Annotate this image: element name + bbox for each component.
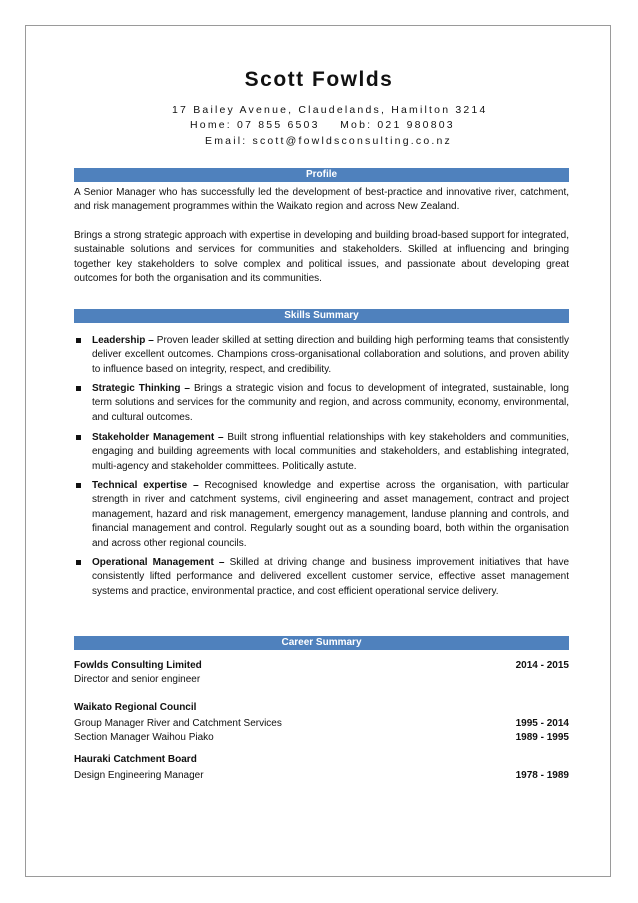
career-org-3 xyxy=(74,753,569,767)
role-title: Director and senior engineer xyxy=(74,674,201,685)
org-name: Fowlds Consulting Limited xyxy=(74,660,202,671)
career-role xyxy=(74,769,569,783)
career-org-2 xyxy=(74,701,569,715)
skill-text: Proven leader skilled at setting direction and building high performing teams that consistently deliver excellent outcomes. Champions cross-organisational collaboration and solutions, and proven ability to influence based on integrity, respect, and credibility. xyxy=(92,335,569,375)
skill-text: Brings a strategic vision and focus to development of integrated, sustainable, long term solutions and services for the community and region, and across community, economy, environmental, and cultural outcomes. xyxy=(92,383,569,423)
skill-stakeholder-management xyxy=(74,431,569,474)
skills-heading: Skills Summary xyxy=(74,309,569,323)
email-address: Email: scott@fowldsconsulting.co.nz xyxy=(205,135,452,147)
role-years: 1995 - 2014 xyxy=(515,718,569,729)
candidate-name: Scott Fowlds xyxy=(244,68,394,91)
role-title: Design Engineering Manager xyxy=(74,770,204,781)
skill-strategic-thinking xyxy=(74,382,569,425)
role-years: 1978 - 1989 xyxy=(515,770,569,781)
skill-text: Recognised knowledge and expertise across the organisation, with particular strength in river and catchment systems, civil engineering and asset management, contract and project management, hazard and risk management, emergency management, landuse planning and controls, and financial management and control. Regularly sought out as a sounding board, both within the organisation and across other regional councils. xyxy=(92,480,570,549)
org-name: Waikato Regional Council xyxy=(74,702,197,713)
role-title: Group Manager River and Catchment Services xyxy=(74,718,282,729)
bullet-icon xyxy=(76,338,81,343)
career-role xyxy=(74,731,569,745)
skill-title: Leadership – xyxy=(92,335,154,346)
bullet-icon xyxy=(76,560,81,565)
career-role xyxy=(74,717,569,731)
skill-leadership xyxy=(74,334,569,377)
skill-title: Operational Management – xyxy=(92,557,225,568)
profile-heading: Profile xyxy=(74,168,569,182)
bullet-icon xyxy=(76,435,81,440)
profile-paragraph-1: A Senior Manager who has successfully led the development of best-practice and innovative river, catchment, and risk management programmes within the Waikato region and across New Zealand. xyxy=(74,187,569,213)
skill-text: Built strong influential relationships with key stakeholders and communities, engaging and building agreements with local communities and stakeholders, and establishing integrated, multi-agency and stakeholder committees. Politically astute. xyxy=(92,432,570,472)
skill-title: Stakeholder Management – xyxy=(92,432,224,443)
org-name: Hauraki Catchment Board xyxy=(74,754,197,765)
address: 17 Bailey Avenue, Claudelands, Hamilton 3214 xyxy=(172,104,488,116)
role-title: Section Manager Waihou Piako xyxy=(74,732,214,743)
skill-title: Strategic Thinking – xyxy=(92,383,190,394)
career-heading: Career Summary xyxy=(74,636,569,650)
bullet-icon xyxy=(76,483,81,488)
profile-paragraph-2: Brings a strong strategic approach with expertise in developing and building broad-based support for integrated, sustainable solutions and services for communities and stakeholders. Skilled at influencing and bringing together key stakeholders to solve complex and political issues, and passionate about developing great outcomes for both the organisation and its communities. xyxy=(74,230,569,285)
skill-text: Skilled at driving change and business improvement initiatives that have consistently lifted performance and delivered excellent customer service, effective asset management systems and practice, environmental practice, and cost efficient operational service delivery. xyxy=(92,557,569,597)
career-role xyxy=(74,673,569,687)
career-org-1 xyxy=(74,659,569,673)
phone-numbers: Home: 07 855 6503 Mob: 021 980803 xyxy=(190,119,455,131)
skill-operational-management xyxy=(74,556,569,599)
role-years: 1989 - 1995 xyxy=(515,732,569,743)
skill-title: Technical expertise – xyxy=(92,480,199,491)
org-years: 2014 - 2015 xyxy=(515,660,569,671)
bullet-icon xyxy=(76,386,81,391)
skill-technical-expertise xyxy=(74,479,569,551)
